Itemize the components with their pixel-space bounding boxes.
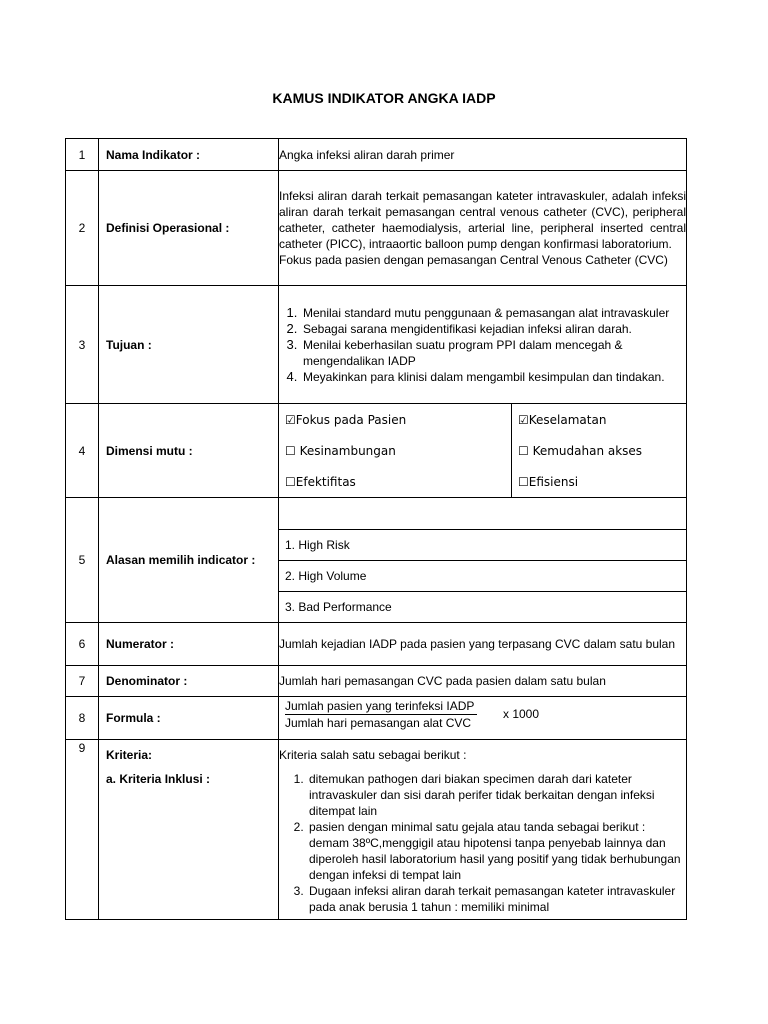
- objectives-cell: [279, 286, 687, 404]
- row-number: 3: [66, 286, 99, 404]
- reasons-cell: [279, 498, 687, 623]
- criteria-list: [279, 771, 686, 915]
- row-number: 2: [66, 171, 99, 286]
- list-item: 1. ditemukan pathogen dari biakan specimen darah dari kateter intravaskuler dan sisi darah perifer tidak berkaitan dengan infeksi ditempat lain: [307, 771, 686, 819]
- row-label: Kriteria:: [106, 748, 153, 762]
- checkbox-continuity[interactable]: ☐ Kesinambungan: [279, 435, 512, 466]
- list-item: 4. Meyakinkan para klinisi dalam mengambil kesimpulan dan tindakan.: [301, 369, 686, 385]
- numerator-text: Jumlah kejadian IADP pada pasien yang terpasang CVC dalam satu bulan: [279, 623, 687, 666]
- formula: [279, 698, 686, 738]
- formula-denominator: Jumlah hari pemasangan alat CVC: [285, 716, 472, 730]
- objectives-list: [279, 305, 686, 385]
- row-sublabel: a. Kriteria Inklusi :: [106, 772, 211, 786]
- row-number: 6: [66, 623, 99, 666]
- criteria-intro: Kriteria salah satu sebagai berikut :: [279, 748, 467, 762]
- list-item: 1. High Risk: [279, 529, 686, 560]
- row-label: Dimensi mutu :: [99, 404, 279, 498]
- row-number: 5: [66, 498, 99, 623]
- row-label: Tujuan :: [99, 286, 279, 404]
- checkbox-safety[interactable]: ☑Keselamatan: [518, 412, 607, 427]
- list-item: 3. Menilai keberhasilan suatu program PPI dalam mencegah & mengendalikan IADP: [301, 337, 686, 369]
- checkbox-effectiveness[interactable]: ☐Efektifitas: [279, 466, 512, 497]
- row-label: Numerator :: [99, 623, 279, 666]
- definition-cell: [279, 171, 687, 286]
- row-label: Nama Indikator :: [99, 139, 279, 171]
- reasons-list: [279, 499, 686, 622]
- checkbox-efficiency[interactable]: ☐Efisiensi: [518, 474, 579, 489]
- definition-focus-text: Fokus pada pasien dengan pemasangan Central Venous Catheter (CVC): [279, 253, 668, 267]
- table-row: [66, 666, 687, 697]
- table-row: [66, 404, 687, 498]
- table-row: [66, 697, 687, 740]
- definition-text: Infeksi aliran darah terkait pemasangan kateter intravaskuler, adalah infeksi aliran darah terkait pemasangan central venous catheter (CVC), peripheral catheter, catheter haemodialysis, arterial line, peripheral inserted central catheter (PICC), intraaortic balloon pump dengan konfirmasi laboratorium.: [279, 189, 686, 251]
- quality-dimension-cell: [279, 404, 687, 498]
- quality-dimension-grid: [279, 404, 686, 497]
- table-row: [66, 139, 687, 171]
- list-item: 2. Sebagai sarana mengidentifikasi kejadian infeksi aliran darah.: [301, 321, 686, 337]
- table-row: [66, 740, 687, 920]
- row-label: Denominator :: [99, 666, 279, 697]
- formula-numerator: Jumlah pasien yang terinfeksi IADP: [285, 698, 477, 715]
- list-item: [279, 499, 686, 530]
- checkbox-patient-focus[interactable]: ☑Fokus pada Pasien: [279, 404, 512, 435]
- list-item: 2. pasien dengan minimal satu gejala atau tanda sebagai berikut : demam 38ºC,menggigil atau hipotensi tanpa penyebab lainnya dan diperoleh hasil laboratorium hasil yang positif yang tidak berhubungan dengan infeksi di tempat lain: [307, 819, 686, 883]
- table-row: [66, 286, 687, 404]
- list-item: 3. Dugaan infeksi aliran darah terkait pemasangan kateter intravaskuler pada anak berusia 1 tahun : memiliki minimal: [307, 883, 686, 915]
- row-number: 1: [66, 139, 99, 171]
- row-number: 4: [66, 404, 99, 498]
- table-row: [66, 498, 687, 623]
- row-number: 8: [66, 697, 99, 740]
- indicator-table: [65, 138, 687, 920]
- criteria-label-cell: [99, 740, 279, 920]
- table-row: [66, 623, 687, 666]
- checkbox-accessibility[interactable]: ☐ Kemudahan akses: [518, 443, 643, 458]
- table-row: [66, 171, 687, 286]
- page-title: KAMUS INDIKATOR ANGKA IADP: [272, 90, 496, 106]
- row-label: Formula :: [99, 697, 279, 740]
- criteria-cell: [279, 740, 687, 920]
- list-item: 2. High Volume: [279, 560, 686, 591]
- list-item: 3. Bad Performance: [285, 599, 392, 614]
- row-number: 7: [66, 666, 99, 697]
- row-label: Alasan memilih indicator :: [99, 498, 279, 623]
- formula-multiplier: x 1000: [503, 707, 540, 721]
- denominator-text: Jumlah hari pemasangan CVC pada pasien dalam satu bulan: [279, 666, 687, 697]
- row-label: Definisi Operasional :: [99, 171, 279, 286]
- indicator-name: Angka infeksi aliran darah primer: [279, 139, 687, 171]
- formula-cell: [279, 697, 687, 740]
- list-item: 1. Menilai standard mutu penggunaan & pemasangan alat intravaskuler: [301, 305, 686, 321]
- row-number: 9: [66, 740, 99, 920]
